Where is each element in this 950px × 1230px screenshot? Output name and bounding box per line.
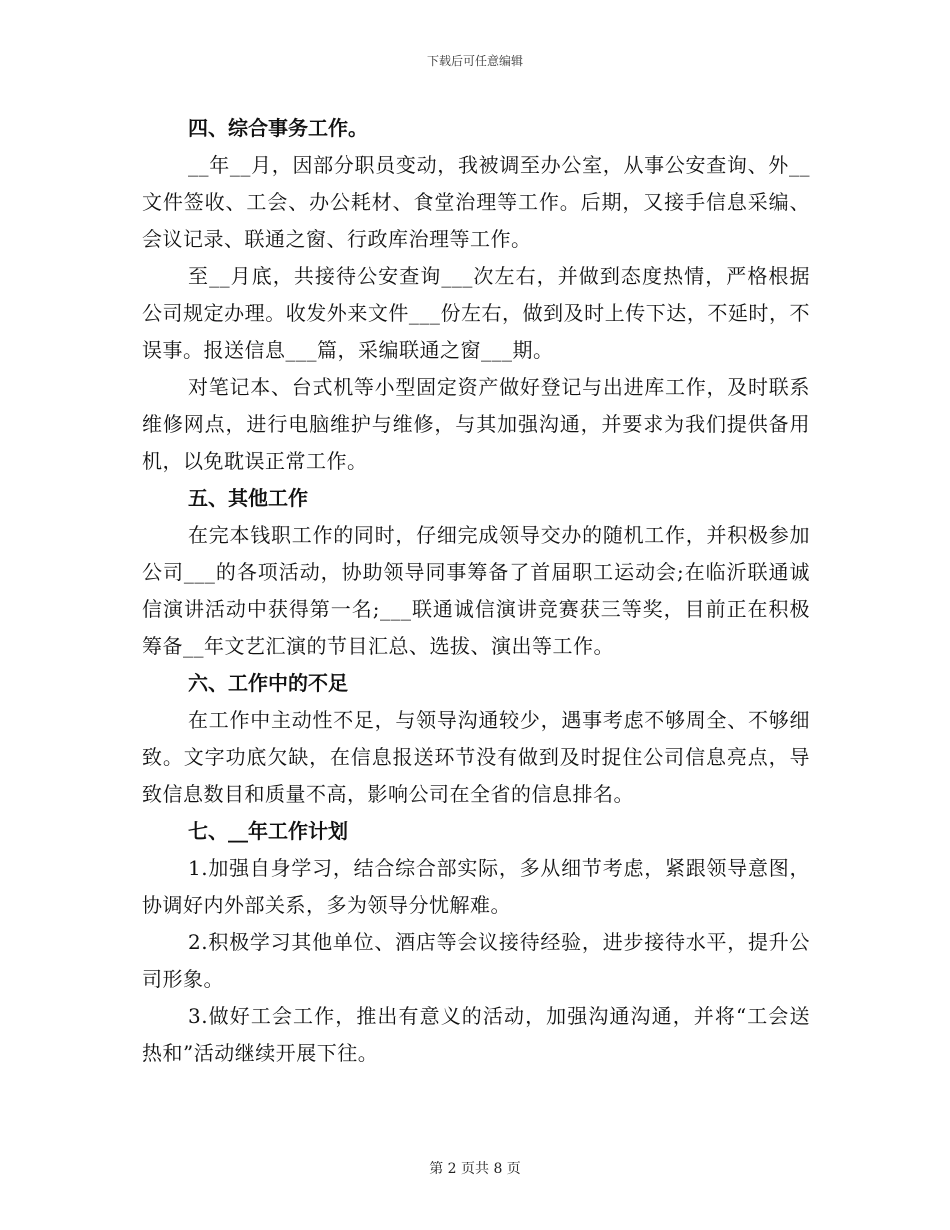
page-footer: 第 2 页共 8 页 bbox=[429, 1161, 521, 1177]
paragraph: 至__月底，共接待公安查询___次左右，并做到态度热情，严格根据公司规定办理。收发外来文件___份左右，做到及时上传下达，不延时，不误事。报送信息___篇，采编联通之窗___期。 bbox=[142, 264, 810, 362]
section-4 bbox=[142, 110, 810, 480]
paragraph: __年__月，因部分职员变动，我被调至办公室，从事公安查询、外__文件签收、工会、办公耗材、食堂治理等工作。后期，又接手信息采编、会议记录、联通之窗、行政库治理等工作。 bbox=[142, 153, 810, 251]
section-6 bbox=[142, 665, 810, 813]
page-header: 下载后可任意编辑 bbox=[426, 54, 523, 68]
section-heading: 六、工作中的不足 bbox=[188, 671, 348, 695]
section-7 bbox=[142, 813, 810, 1072]
section-5 bbox=[142, 480, 810, 665]
paragraph: 2.积极学习其他单位、酒店等会议接待经验，进步接待水平，提升公司形象。 bbox=[142, 930, 810, 991]
paragraph: 1.加强自身学习，结合综合部实际，多从细节考虑，紧跟领导意图，协调好内外部关系，多为领导分忧解难。 bbox=[142, 856, 810, 917]
section-heading: 七、__年工作计划 bbox=[188, 819, 348, 843]
document-body bbox=[142, 110, 810, 1072]
section-heading: 五、其他工作 bbox=[188, 486, 308, 510]
paragraph: 在工作中主动性不足，与领导沟通较少，遇事考虑不够周全、不够细致。文字功底欠缺，在信息报送环节没有做到及时捉住公司信息亮点，导致信息数目和质量不高，影响公司在全省的信息排名。 bbox=[142, 708, 810, 806]
paragraph: 3.做好工会工作，推出有意义的活动，加强沟通沟通，并将“工会送热和”活动继续开展下往。 bbox=[142, 1004, 810, 1065]
paragraph: 在完本钱职工作的同时，仔细完成领导交办的随机工作，并积极参加公司___的各项活动，协助领导同事筹备了首届职工运动会;在临沂联通诚信演讲活动中获得第一名;___联通诚信演讲竞赛获三等奖，目前正在积极筹备__年文艺汇演的节目汇总、选拔、演出等工作。 bbox=[142, 523, 810, 658]
section-heading: 四、综合事务工作。 bbox=[188, 116, 368, 140]
paragraph: 对笔记本、台式机等小型固定资产做好登记与出进库工作，及时联系维修网点，进行电脑维护与维修，与其加强沟通，并要求为我们提供备用机，以免耽误正常工作。 bbox=[142, 375, 810, 473]
